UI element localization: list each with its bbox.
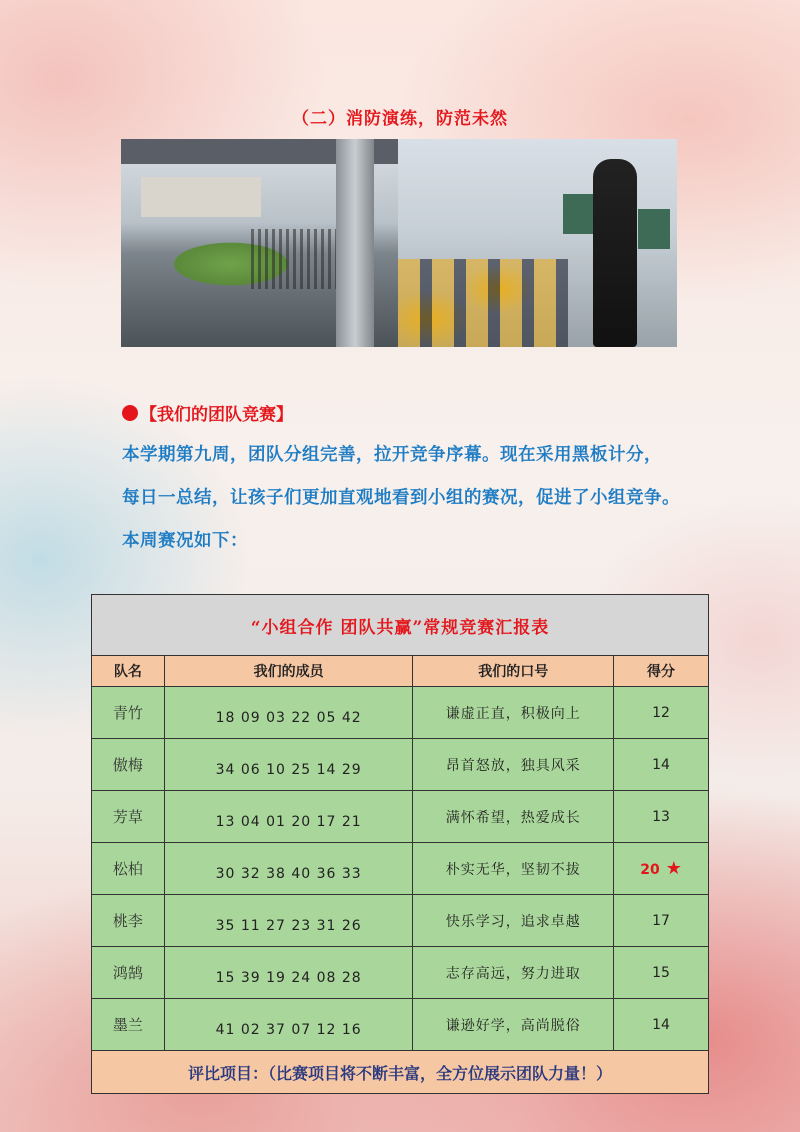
table-row — [92, 791, 709, 843]
paragraph-line-3: 本周赛况如下： — [122, 531, 248, 551]
team-score: 17 — [614, 895, 709, 947]
star-icon: ★ — [665, 858, 682, 879]
team-members: 34 06 10 25 14 29 — [164, 739, 413, 791]
header-members: 我们的成员 — [164, 656, 413, 687]
team-score: 14 — [614, 739, 709, 791]
paragraph-line-2: 每日一总结，让孩子们更加直观地看到小组的赛况，促进了小组竞争。 — [122, 488, 680, 508]
photo-strip — [121, 139, 677, 347]
table-row — [92, 947, 709, 999]
team-name: 鸿鹄 — [92, 947, 165, 999]
team-competition-heading — [122, 400, 293, 425]
table-title: “小组合作 团队共赢”常规竞赛汇报表 — [92, 595, 709, 656]
team-members: 30 32 38 40 36 33 — [164, 843, 413, 895]
team-members: 15 39 19 24 08 28 — [164, 947, 413, 999]
team-motto: 快乐学习，追求卓越 — [413, 895, 614, 947]
table-row — [92, 739, 709, 791]
team-score: 12 — [614, 687, 709, 739]
team-members: 35 11 27 23 31 26 — [164, 895, 413, 947]
team-name: 桃李 — [92, 895, 165, 947]
heading-text: 【我们的团队竞赛】 — [140, 405, 293, 425]
team-motto: 志存高远，努力进取 — [413, 947, 614, 999]
section-title: （二）消防演练，防范未然 — [292, 109, 508, 129]
table-row — [92, 895, 709, 947]
team-score: 14 — [614, 999, 709, 1051]
team-members: 18 09 03 22 05 42 — [164, 687, 413, 739]
top-score-value: 20 — [640, 862, 660, 878]
table-footer: 评比项目：（比赛项目将不断丰富，全方位展示团队力量！） — [92, 1051, 709, 1094]
table-row — [92, 687, 709, 739]
team-score: 15 — [614, 947, 709, 999]
table-header-row — [92, 656, 709, 687]
team-name: 墨兰 — [92, 999, 165, 1051]
competition-report-table — [91, 594, 709, 1094]
header-motto: 我们的口号 — [413, 656, 614, 687]
team-motto: 昂首怒放，独具风采 — [413, 739, 614, 791]
team-score: 13 — [614, 791, 709, 843]
team-name: 松柏 — [92, 843, 165, 895]
team-name: 青竹 — [92, 687, 165, 739]
header-team: 队名 — [92, 656, 165, 687]
team-members: 13 04 01 20 17 21 — [164, 791, 413, 843]
team-name: 芳草 — [92, 791, 165, 843]
table-row — [92, 999, 709, 1051]
table-row — [92, 843, 709, 895]
paragraph-line-1: 本学期第九周，团队分组完善，拉开竞争序幕。现在采用黑板计分， — [122, 445, 662, 465]
team-name: 傲梅 — [92, 739, 165, 791]
team-score-top — [614, 843, 709, 895]
team-members: 41 02 37 07 12 16 — [164, 999, 413, 1051]
fire-drill-photo-hallway — [398, 139, 677, 347]
team-motto: 朴实无华，坚韧不拔 — [413, 843, 614, 895]
team-motto: 谦虚正直，积极向上 — [413, 687, 614, 739]
header-score: 得分 — [614, 656, 709, 687]
fire-drill-photo-campus — [121, 139, 398, 347]
team-motto: 谦逊好学，高尚脱俗 — [413, 999, 614, 1051]
red-dot-icon — [122, 405, 138, 421]
team-motto: 满怀希望，热爱成长 — [413, 791, 614, 843]
